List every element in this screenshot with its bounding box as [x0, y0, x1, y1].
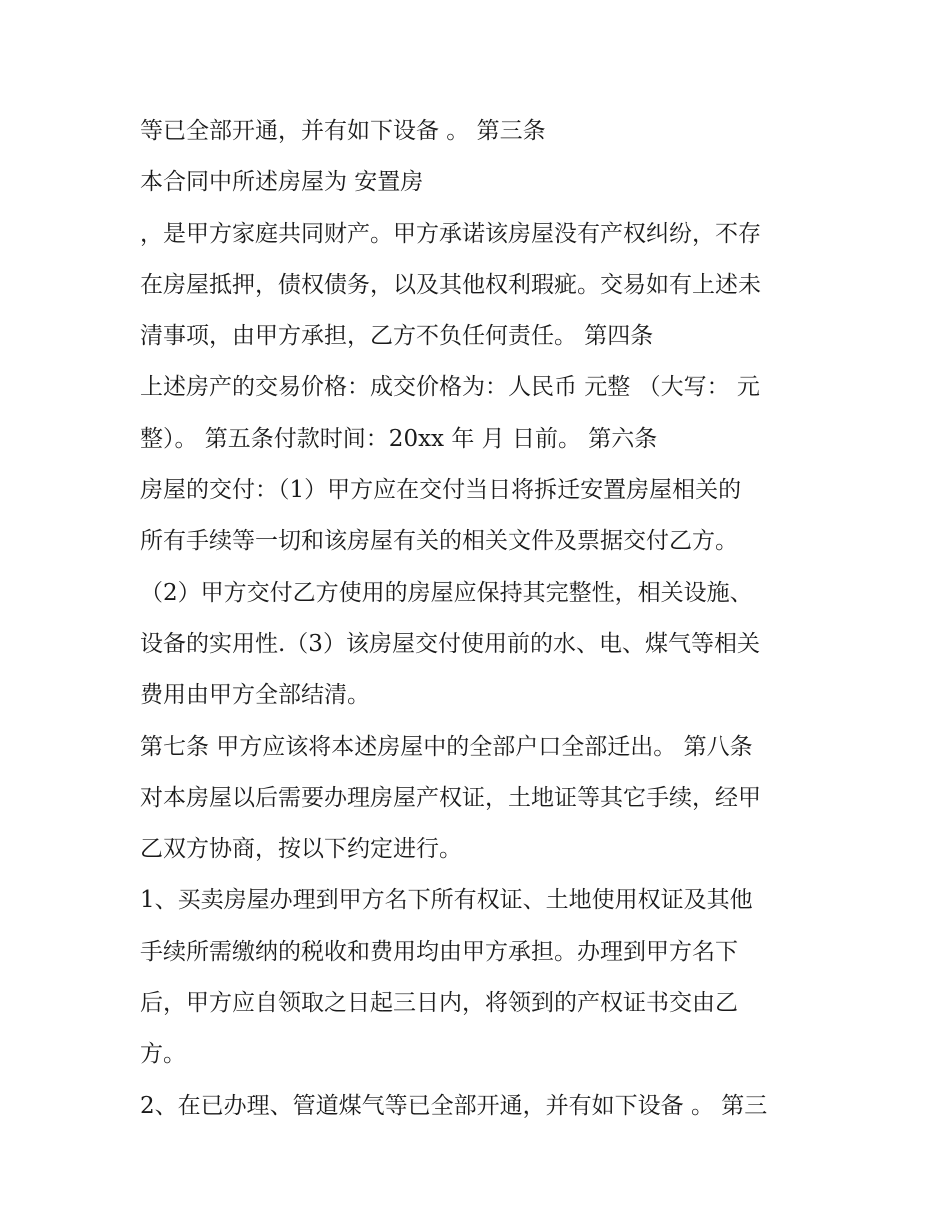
text-line-4: 在房屋抵押，债权债务，以及其他权利瑕疵。交易如有上述未	[140, 271, 761, 298]
text-line-2: 本合同中所述房屋为 安置房	[140, 169, 424, 196]
text-line-3: ，是甲方家庭共同财产。甲方承诺该房屋没有产权纠纷，不存	[140, 220, 761, 247]
text-line-6: 上述房产的交易价格：成交价格为：人民币 元整 （大写： 元	[140, 374, 760, 401]
text-line-17: 手续所需缴纳的税收和费用均由甲方承担。办理到甲方名下	[140, 938, 738, 965]
text-line-14: 对本房屋以后需要办理房屋产权证，土地证等其它手续，经甲	[140, 784, 761, 811]
text-line-8: 房屋的交付：（1）甲方应在交付当日将拆迁安置房屋相关的	[140, 477, 742, 504]
text-line-15: 乙双方协商，按以下约定进行。	[140, 836, 462, 863]
text-line-18: 后，甲方应自领取之日起三日内，将领到的产权证书交由乙	[140, 990, 738, 1017]
text-line-13: 第七条 甲方应该将本述房屋中的全部户口全部迁出。 第八条	[140, 733, 753, 760]
text-line-20: 2、在已办理、管道煤气等已全部开通，并有如下设备 。 第三	[140, 1092, 768, 1119]
text-line-11: 设备的实用性.（3）该房屋交付使用前的水、电、煤气等相关	[140, 630, 760, 657]
text-line-1: 等已全部开通，并有如下设备 。 第三条	[140, 118, 546, 144]
text-line-7: 整）。 第五条付款时间：20xx 年 月 日前。 第六条	[140, 425, 658, 452]
text-line-12: 费用由甲方全部结清。	[140, 682, 370, 709]
contract-text	[140, 106, 820, 1132]
text-line-10: （2）甲方交付乙方使用的房屋应保持其完整性，相关设施、	[140, 579, 753, 606]
text-line-5: 清事项，由甲方承担，乙方不负任何责任。 第四条	[140, 323, 654, 350]
text-line-19: 方。	[140, 1041, 186, 1068]
text-line-16: 1、买卖房屋办理到甲方名下所有权证、土地使用权证及其他	[140, 887, 753, 914]
text-line-9: 所有手续等一切和该房屋有关的相关文件及票据交付乙方。	[140, 528, 738, 555]
